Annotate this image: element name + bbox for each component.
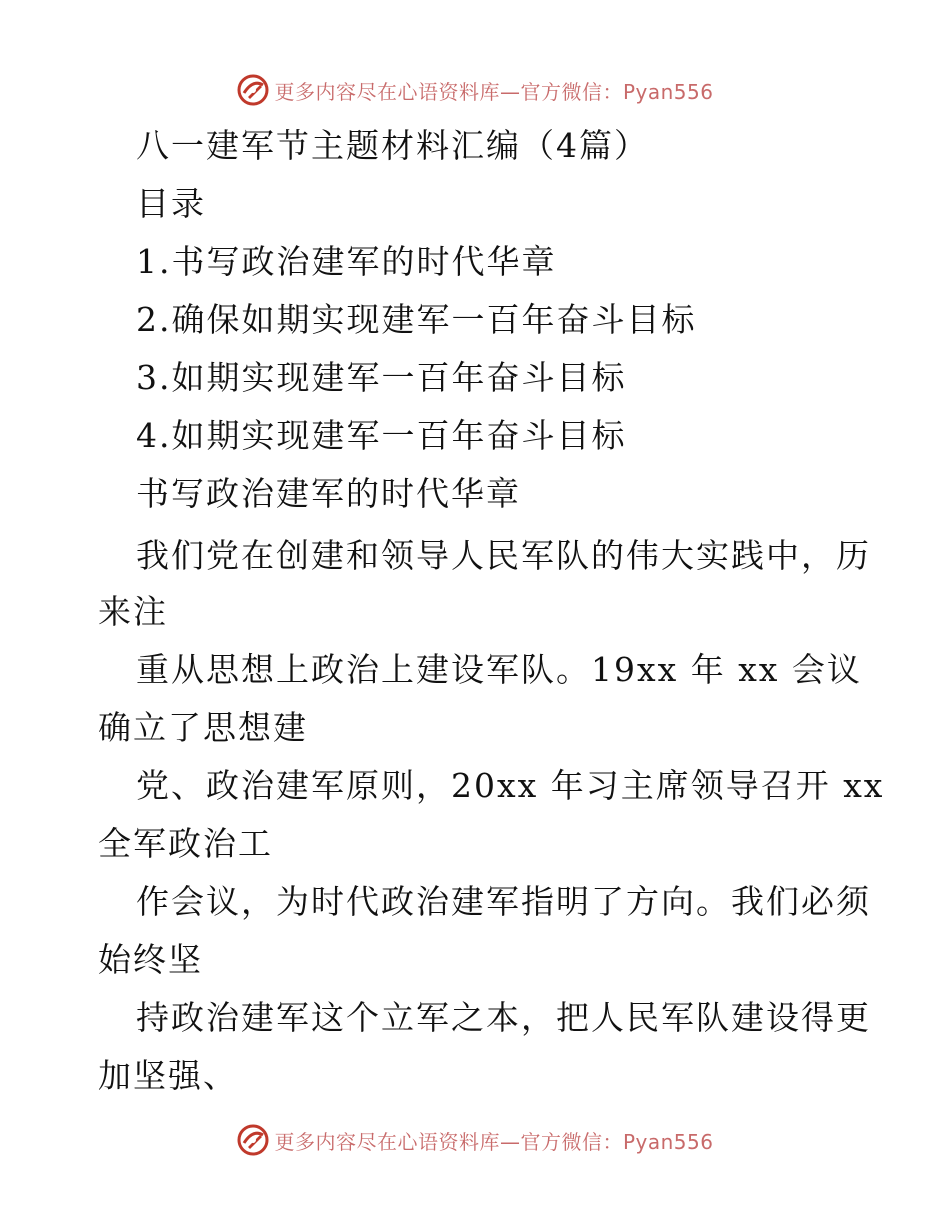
watermark-text: 更多内容尽在心语资料库—官方微信：Pyan556: [274, 79, 714, 104]
toc-item: 4.如期实现建军一百年奋斗目标: [136, 416, 627, 455]
body-line: 作会议，为时代政治建军指明了方向。我们必须: [136, 882, 871, 921]
body-line: 重从思想上政治上建设军队。19xx 年 xx 会议: [136, 650, 862, 689]
body-line: 确立了思想建: [98, 708, 308, 747]
body-line: 始终坚: [98, 940, 203, 979]
body-line: 党、政治建军原则，20xx 年习主席领导召开 xx: [136, 766, 885, 805]
brand-logo-icon: [236, 73, 270, 107]
body-line: 我们党在创建和领导人民军队的伟大实践中，历: [136, 536, 871, 575]
toc-item: 2.确保如期实现建军一百年奋斗目标: [136, 300, 697, 339]
body-line: 加坚强、: [98, 1056, 238, 1095]
body-line: 来注: [98, 592, 168, 631]
toc-item: 1.书写政治建军的时代华章: [136, 242, 557, 281]
section-heading: 书写政治建军的时代华章: [136, 474, 521, 513]
footer-watermark: [0, 1120, 950, 1160]
watermark-text: 更多内容尽在心语资料库—官方微信：Pyan556: [274, 1129, 714, 1154]
toc-item: 3.如期实现建军一百年奋斗目标: [136, 358, 627, 397]
body-line: 全军政治工: [98, 824, 273, 863]
toc-heading: 目录: [136, 184, 206, 223]
body-line: 持政治建军这个立军之本，把人民军队建设得更: [136, 998, 871, 1037]
header-watermark: [0, 70, 950, 110]
brand-logo-icon: [236, 1123, 270, 1157]
document-title: 八一建军节主题材料汇编（4篇）: [136, 126, 649, 165]
